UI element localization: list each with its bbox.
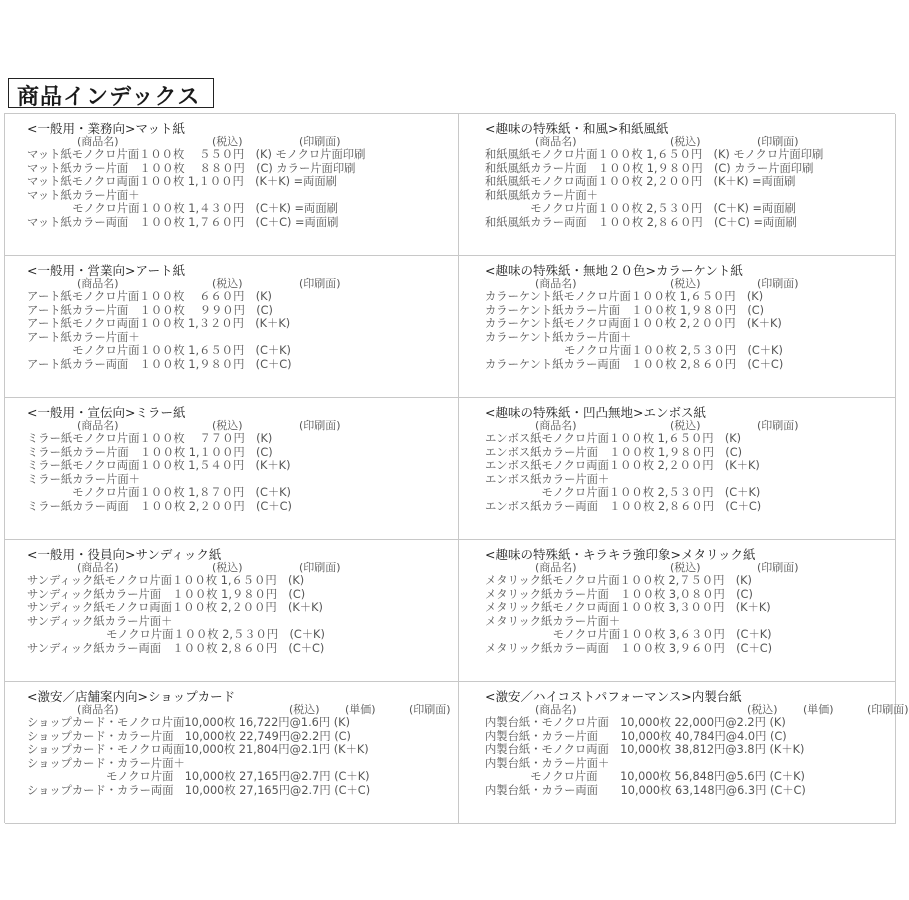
product-price-line: 和紙風紙モノクロ両面１００枚 2,２００円 (K＋K) =両面刷 xyxy=(485,175,796,189)
column-header-row xyxy=(485,278,895,290)
column-header-row xyxy=(485,703,909,716)
column-header: (商品名) xyxy=(77,135,119,148)
product-cell xyxy=(459,682,909,824)
product-price-line: メタリック紙モノクロ両面１００枚 3,３００円 (K＋K) xyxy=(485,601,771,615)
product-price-line: ミラー紙カラー片面 １００枚 1,１００円 (C) xyxy=(27,445,273,459)
product-price-line: マット紙カラー両面 １００枚 1,７６０円 (C＋C) =両面刷 xyxy=(27,215,339,229)
product-price-line: アート紙カラー両面 １００枚 1,９８０円 (C＋C) xyxy=(27,357,292,371)
column-header-row xyxy=(27,278,458,290)
product-category-title: <一般用・営業向>アート紙 xyxy=(27,263,186,278)
page-title-box xyxy=(8,78,214,108)
column-header: (税込) xyxy=(747,703,778,716)
column-header-row xyxy=(27,136,458,148)
column-header: (印刷面) xyxy=(299,419,341,432)
product-cell xyxy=(5,398,459,540)
product-price-line: ミラー紙カラー片面＋ xyxy=(27,472,140,486)
product-cell xyxy=(459,540,896,682)
column-header: (単価) xyxy=(803,703,834,716)
column-header: (印刷面) xyxy=(867,703,909,716)
column-header: (印刷面) xyxy=(299,561,341,574)
product-category-title: <激安／ハイコストパフォーマンス>内製台紙 xyxy=(485,689,742,704)
column-header: (商品名) xyxy=(535,419,577,432)
product-price-line: 和紙風紙カラー片面 １００枚 1,９８０円 (C) カラー片面印刷 xyxy=(485,161,814,175)
column-header: (印刷面) xyxy=(299,277,341,290)
column-header: (商品名) xyxy=(535,703,577,716)
product-index-grid xyxy=(4,113,909,823)
product-price-line: ミラー紙モノクロ両面１００枚 1,５４０円 (K＋K) xyxy=(27,459,291,473)
product-cell xyxy=(5,114,459,256)
product-price-line: メタリック紙カラー片面＋ xyxy=(485,614,621,628)
product-price-line: エンボス紙モノクロ両面１００枚 2,２００円 (K＋K) xyxy=(485,459,760,473)
product-cell xyxy=(459,114,896,256)
column-header: (税込) xyxy=(670,277,701,290)
product-price-line: アート紙モノクロ片面１００枚 ６６０円 (K) xyxy=(27,290,272,303)
column-header: (印刷面) xyxy=(409,703,451,716)
product-price-line: マット紙モノクロ両面１００枚 1,１００円 (K＋K) =両面刷 xyxy=(27,175,337,189)
column-header: (税込) xyxy=(212,561,243,574)
product-price-line: モノクロ片面 10,000枚 56,848円@5.6円 (C＋K) xyxy=(485,770,805,784)
product-price-line: サンディック紙モノクロ片面１００枚 1,６５０円 (K) xyxy=(27,574,305,587)
product-cell xyxy=(459,256,896,398)
product-price-line: モノクロ片面１００枚 1,８７０円 (C＋K) xyxy=(27,486,291,500)
product-price-line: モノクロ片面１００枚 3,６３０円 (C＋K) xyxy=(485,628,772,642)
column-header-row xyxy=(485,420,895,432)
column-header: (商品名) xyxy=(77,561,119,574)
product-price-line: 和紙風紙カラー片面＋ xyxy=(485,188,598,202)
product-price-line: メタリック紙カラー片面 １００枚 3,０８０円 (C) xyxy=(485,587,753,601)
product-price-line: カラーケント紙モノクロ両面１００枚 2,２００円 (K＋K) xyxy=(485,317,782,331)
column-header: (商品名) xyxy=(535,561,577,574)
product-price-line: モノクロ片面１００枚 2,５３０円 (C＋K) xyxy=(485,486,761,500)
product-cell xyxy=(5,256,459,398)
product-category-title: <一般用・業務向>マット紙 xyxy=(27,121,185,136)
product-price-line: 内製台紙・カラー片面＋ xyxy=(485,756,610,770)
product-price-line: エンボス紙カラー両面 １００枚 2,８６０円 (C＋C) xyxy=(485,499,762,513)
product-price-line: マット紙カラー片面 １００枚 ８８０円 (C) カラー片面印刷 xyxy=(27,161,356,175)
product-price-line: マット紙カラー片面＋ xyxy=(27,188,140,202)
product-category-title: <趣味の特殊紙・キラキラ強印象>メタリック紙 xyxy=(485,547,756,562)
product-price-line: モノクロ片面１００枚 2,５３０円 (C＋K) =両面刷 xyxy=(485,202,796,216)
product-price-line: ショップカード・カラー両面 10,000枚 27,165円@2.7円 (C＋C) xyxy=(27,783,371,797)
product-price-line: ミラー紙カラー両面 １００枚 2,２００円 (C＋C) xyxy=(27,499,292,513)
product-price-line: 内製台紙・モノクロ両面 10,000枚 38,812円@3.8円 (K＋K) xyxy=(485,743,805,757)
page-title: 商品インデックス xyxy=(17,85,201,110)
column-header: (印刷面) xyxy=(757,277,799,290)
column-header: (税込) xyxy=(670,135,701,148)
product-price-line: メタリック紙モノクロ片面１００枚 2,７５０円 (K) xyxy=(485,574,752,587)
product-price-line: モノクロ片面１００枚 2,５３０円 (C＋K) xyxy=(27,628,325,642)
product-price-line: モノクロ片面 10,000枚 27,165円@2.7円 (C＋K) xyxy=(27,770,370,784)
column-header-row xyxy=(27,420,458,432)
product-price-line: アート紙モノクロ両面１００枚 1,３２０円 (K＋K) xyxy=(27,317,291,331)
column-header: (税込) xyxy=(212,419,243,432)
product-category-title: <一般用・宣伝向>ミラー紙 xyxy=(27,405,186,420)
product-price-line: エンボス紙カラー片面＋ xyxy=(485,472,610,486)
product-price-line: マット紙モノクロ片面１００枚 ５５０円 (K) モノクロ片面印刷 xyxy=(27,148,366,161)
product-category-title: <趣味の特殊紙・凹凸無地>エンボス紙 xyxy=(485,405,706,420)
column-header-row xyxy=(485,562,895,574)
column-header: (単価) xyxy=(345,703,376,716)
product-price-line: サンディック紙カラー片面＋ xyxy=(27,614,173,628)
column-header-row xyxy=(27,562,458,574)
product-category-title: <趣味の特殊紙・和風>和紙風紙 xyxy=(485,121,669,136)
product-price-line: モノクロ片面１００枚 2,５３０円 (C＋K) xyxy=(485,344,783,358)
product-price-line: カラーケント紙カラー両面 １００枚 2,８６０円 (C＋C) xyxy=(485,357,784,371)
product-price-line: ショップカード・モノクロ両面10,000枚 21,804円@2.1円 (K＋K) xyxy=(27,743,369,757)
product-price-line: メタリック紙カラー両面 １００枚 3,９６０円 (C＋C) xyxy=(485,641,773,655)
column-header: (商品名) xyxy=(77,419,119,432)
product-price-line: サンディック紙モノクロ両面１００枚 2,２００円 (K＋K) xyxy=(27,601,323,615)
column-header: (印刷面) xyxy=(757,135,799,148)
column-header: (印刷面) xyxy=(757,419,799,432)
column-header-row xyxy=(27,704,458,716)
product-cell xyxy=(5,540,459,682)
product-price-line: ミラー紙モノクロ片面１００枚 ７７０円 (K) xyxy=(27,432,273,445)
product-price-line: 和紙風紙モノクロ片面１００枚 1,６５０円 (K) モノクロ片面印刷 xyxy=(485,148,824,161)
column-header: (税込) xyxy=(212,135,243,148)
column-header: (印刷面) xyxy=(757,561,799,574)
product-price-line: 内製台紙・カラー片面 10,000枚 40,784円@4.0円 (C) xyxy=(485,729,787,743)
product-price-line: エンボス紙カラー片面 １００枚 1,９８０円 (C) xyxy=(485,445,743,459)
product-price-line: サンディック紙カラー片面 １００枚 1,９８０円 (C) xyxy=(27,587,306,601)
product-price-line: 内製台紙・モノクロ片面 10,000枚 22,000円@2.2円 (K) xyxy=(485,716,786,729)
product-price-line: カラーケント紙カラー片面 １００枚 1,９８０円 (C) xyxy=(485,303,765,317)
column-header: (税込) xyxy=(670,419,701,432)
column-header: (商品名) xyxy=(77,703,119,716)
column-header-row xyxy=(485,136,895,148)
product-cell xyxy=(5,682,459,824)
product-price-line: モノクロ片面１００枚 1,６５０円 (C＋K) xyxy=(27,344,291,358)
column-header: (商品名) xyxy=(535,277,577,290)
product-price-line: カラーケント紙カラー片面＋ xyxy=(485,330,632,344)
column-header: (税込) xyxy=(289,703,320,716)
column-header: (商品名) xyxy=(535,135,577,148)
product-category-title: <激安／店舗案内向>ショップカード xyxy=(27,689,236,704)
product-price-line: 内製台紙・カラー両面 10,000枚 63,148円@6.3円 (C＋C) xyxy=(485,783,806,797)
column-header: (税込) xyxy=(670,561,701,574)
product-price-line: 和紙風紙カラー両面 １００枚 2,８６０円 (C＋C) =両面刷 xyxy=(485,215,797,229)
product-price-line: ショップカード・モノクロ片面10,000枚 16,722円@1.6円 (K) xyxy=(27,716,350,729)
column-header: (印刷面) xyxy=(299,135,341,148)
product-cell xyxy=(459,398,896,540)
product-price-line: カラーケント紙モノクロ片面１００枚 1,６５０円 (K) xyxy=(485,290,764,303)
product-category-title: <一般用・役員向>サンディック紙 xyxy=(27,547,222,562)
product-price-line: サンディック紙カラー両面 １００枚 2,８６０円 (C＋C) xyxy=(27,641,325,655)
product-price-line: アート紙カラー片面＋ xyxy=(27,330,140,344)
product-category-title: <趣味の特殊紙・無地２０色>カラーケント紙 xyxy=(485,263,743,278)
product-price-line: ショップカード・カラー片面 10,000枚 22,749円@2.2円 (C) xyxy=(27,729,351,743)
product-price-line: エンボス紙モノクロ片面１００枚 1,６５０円 (K) xyxy=(485,432,742,445)
column-header: (税込) xyxy=(212,277,243,290)
product-price-line: ショップカード・カラー片面＋ xyxy=(27,756,185,770)
product-price-line: モノクロ片面１００枚 1,４３０円 (C＋K) =両面刷 xyxy=(27,202,338,216)
column-header: (商品名) xyxy=(77,277,119,290)
product-price-line: アート紙カラー片面 １００枚 ９９０円 (C) xyxy=(27,303,273,317)
